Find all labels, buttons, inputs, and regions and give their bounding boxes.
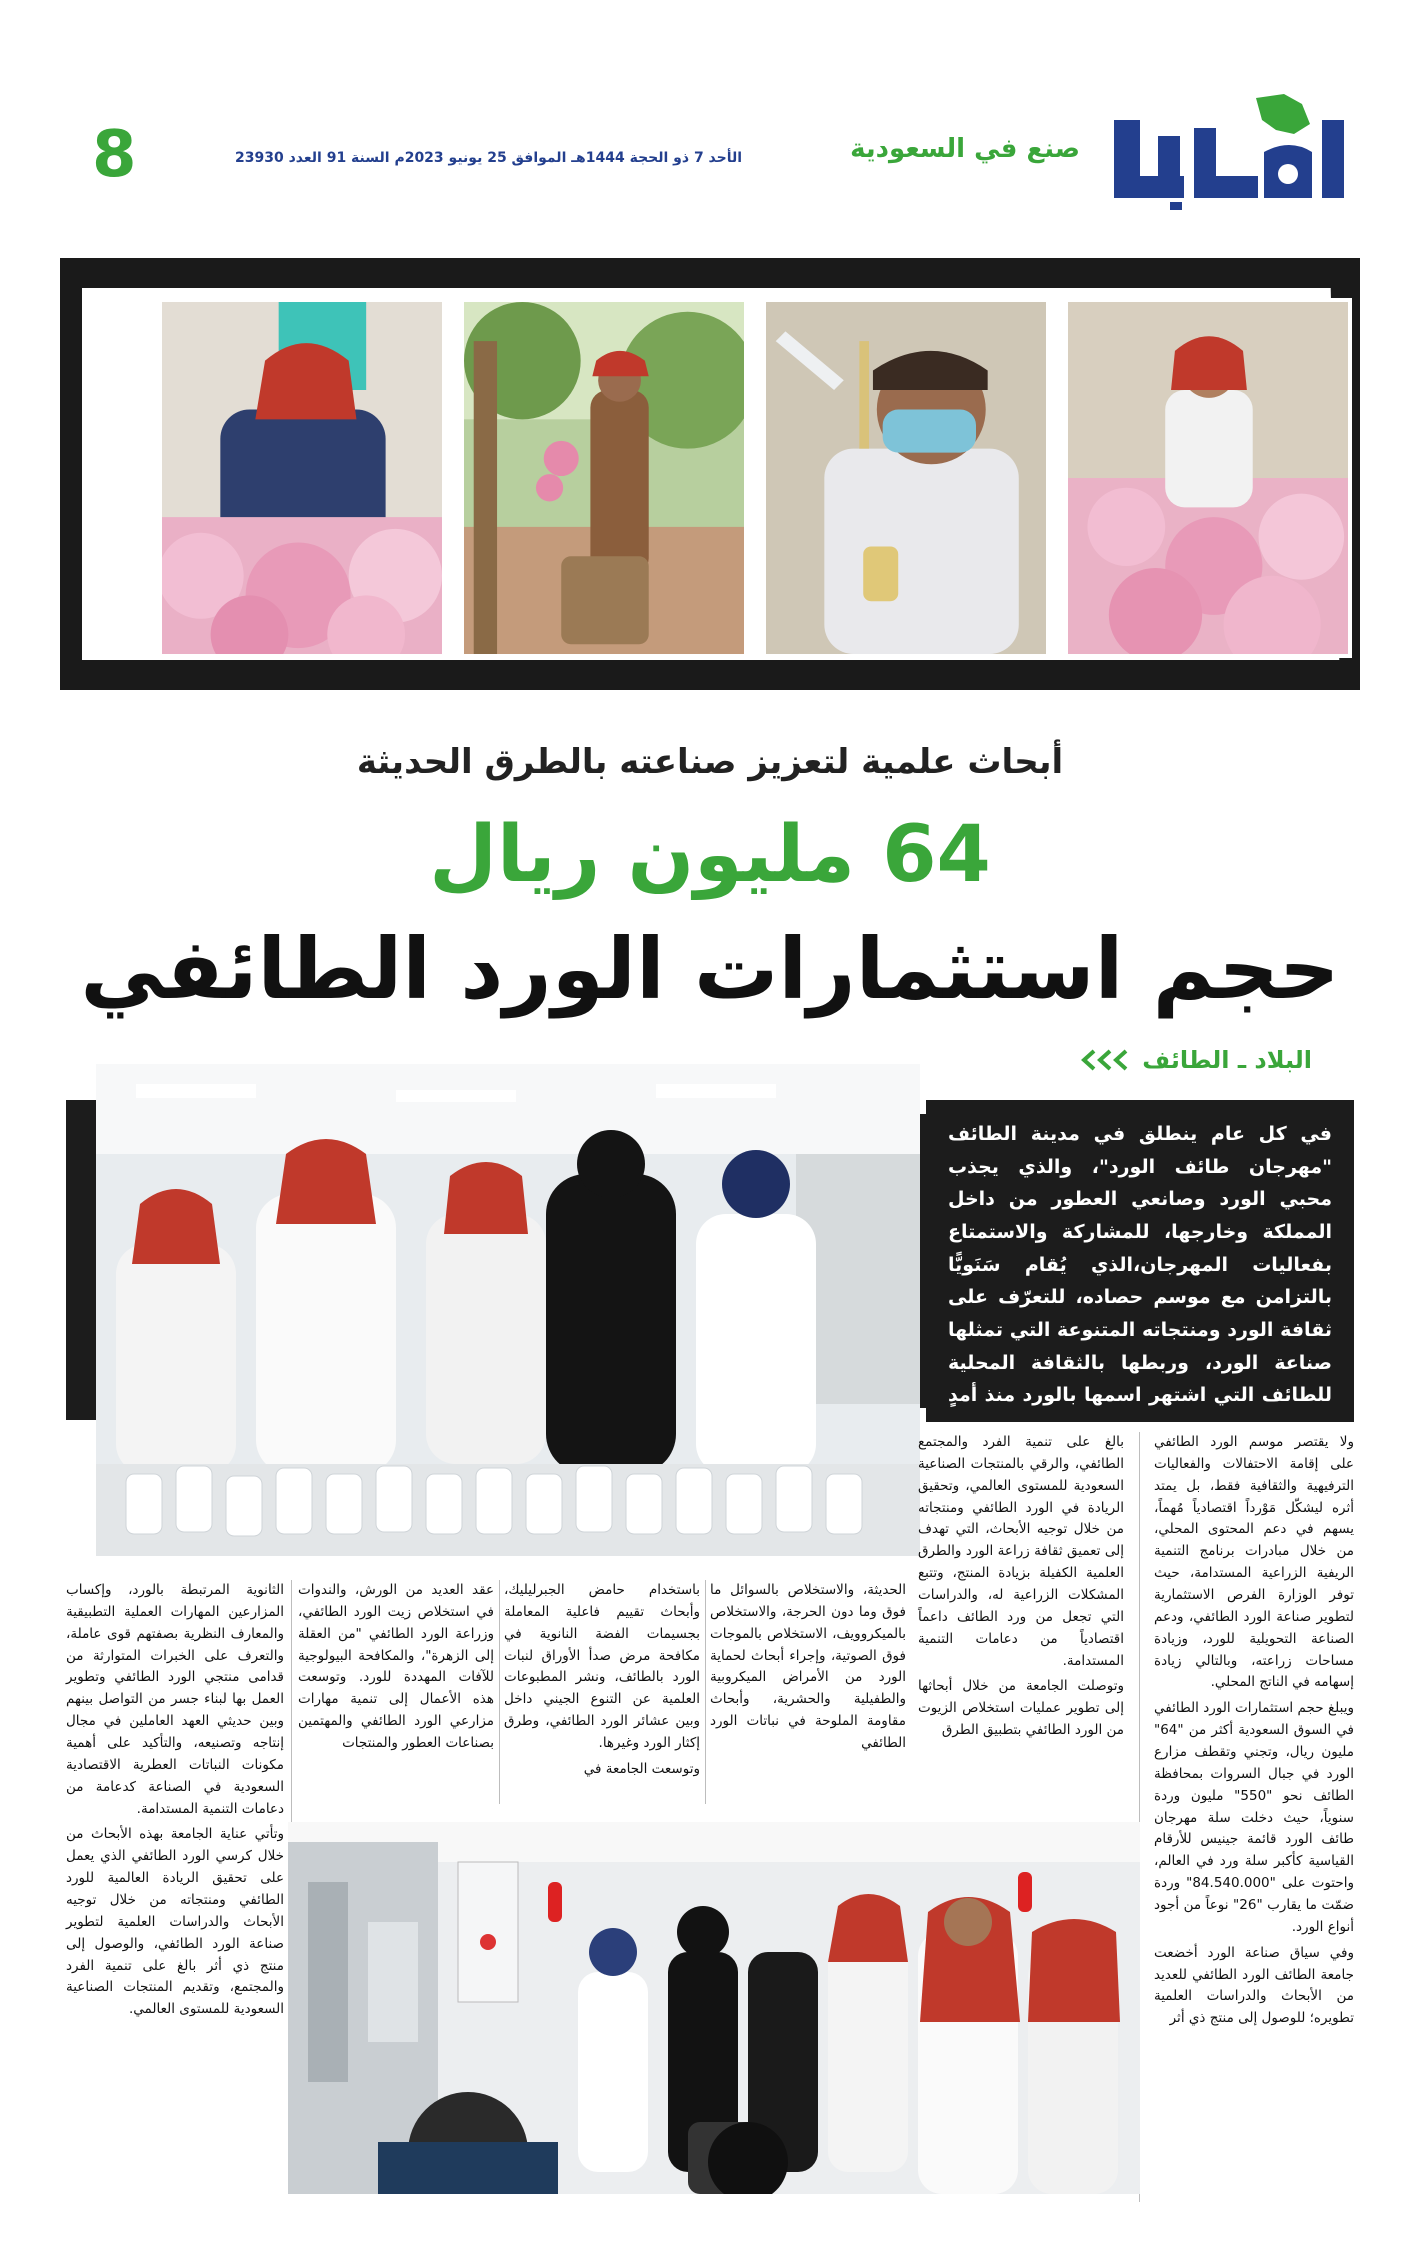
paragraph: ويبلغ حجم استثمارات الورد الطائفي في السوق السعودية أكثر من "64" مليون ريال، وتجني وتقطف مزارع الورد في جبال السروات بمحافظة الطائف نحو "550" مليون وردة سنوياً، حيث دخلت سلة مهرجان طائف الورد قائمة جينيس للأرقام القياسية كأكبر سلة ورد في العالم، واحتوت على "84.540.000" وردة ضمّت ما يقارب "26" نوعاً من أجود أنواع الورد. xyxy=(1154,1700,1354,1935)
masthead xyxy=(0,70,1420,220)
paragraph: باستخدام حامض الجبرليليك، وأبحاث تقييم فاعلية المعاملة بجسيمات الفضة النانوية في مكافحة مرض صدأ الأوراق لنبات الورد بالطائف، ونشر المطبوعات العلمية عن التنوع الجيني داخل وبين عشائر الورد الطائفي، وطرق إكثار الورد وغيرها. xyxy=(504,1582,700,1752)
article-column-5 xyxy=(298,1580,494,1804)
paragraph: وتوسعت الجامعة في xyxy=(583,1760,700,1777)
section-name: صنع في السعودية xyxy=(850,134,1080,164)
lab-technician-icon xyxy=(766,302,1046,654)
article-column-2 xyxy=(918,1432,1124,1808)
chevrons-icon xyxy=(1076,1049,1132,1071)
rose-farmer-photo[interactable] xyxy=(460,298,748,658)
headline-main: حجم استثمارات الورد الطائفي xyxy=(80,920,1340,1018)
factory-visit-photo[interactable] xyxy=(288,1822,1140,2194)
rose-harvester-icon xyxy=(1068,302,1348,654)
page-number: 8 xyxy=(92,118,137,192)
article-column-4 xyxy=(504,1580,700,1804)
paragraph: ولا يقتصر موسم الورد الطائفي على إقامة الاحتفالات والفعاليات الترفيهية والثقافية فقط، بل يمتد أثره ليشكّل مَوْرداً اقتصادياً مُهماً، يسهم في دعم المحتوى المحلي، من خلال مبادرات برنامج التنمية الريفية الزراعية المستدامة، حيث توفر الوزارة الفرص الاستثمارية لتطوير صناعة الورد الطائفي، ودعم الصناعة التحويلية للورد، وزيادة مساحات زراعته، وبالتالي زيادة إسهامه في الناتج المحلي. xyxy=(1154,1434,1354,1691)
rose-seller-icon xyxy=(162,302,442,654)
lab-visit-icon xyxy=(96,1064,920,1556)
paragraph: عقد العديد من الورش، والندوات في استخلاص زيت الورد الطائفي، وزراعة الورد الطائفي "من العقلة إلى الزهرة"، والمكافحة البيولوجية للآفات المهددة للورد. وتوسعت هذه الأعمال إلى تنمية مهارات مزارعي الورد الطائفي والمهتمين بصناعات العطور والمنتجات xyxy=(298,1582,494,1752)
rose-harvester-photo[interactable] xyxy=(1064,298,1352,658)
paragraph: الحديثة، والاستخلاص بالسوائل ما فوق وما دون الحرجة، والاستخلاص بالميكروويف، الاستخلاص بالموجات فوق الصوتية، وإجراء أبحاث لحماية الورد من الأمراض الميكروبية والطفيلية والحشرية، وأبحاث مقاومة الملوحة في نباتات الورد الطائفي xyxy=(710,1582,906,1752)
column-divider xyxy=(705,1580,706,1804)
newspaper-logo[interactable] xyxy=(1106,90,1356,210)
headline-main-figure: 64 مليون ريال xyxy=(429,810,991,900)
photo-strip xyxy=(60,258,1360,690)
rose-farmer-icon xyxy=(464,302,744,654)
lead-paragraph-box xyxy=(926,1100,1354,1440)
paragraph: الثانوية المرتبطة بالورد، وإكساب المزارعين المهارات العملية التطبيقية والمعارف النظرية بصفتهم قوى عاملة، والتعرف على الخبرات المتوارثة من قدامى منتجي الورد الطائفي وتطوير العمل بها لبناء جسر من التواصل بينهم وبين حديثي العهد العاملين في مجال إنتاجه وتصنيعه، والتأكيد على أهمية مكونات النباتات العطرية الاقتصادية السعودية في الصناعة كدعامة من دعامات التنمية المستدامة. xyxy=(66,1582,284,1817)
factory-visit-icon xyxy=(288,1822,1140,2194)
paragraph: بالغ على تنمية الفرد والمجتمع الطائفي، والرقي بالمنتجات الصناعية السعودية للمستوى العالمي، وتحقيق الريادة في الورد الطائفي ومنتجاته من خلال توجيه الأبحاث، التي تهدف إلى تعميق ثقافة زراعة الورد والطرق العلمية الكفيلة بزيادة المنتج، وتتبع المشكلات الزراعية له، والدراسات التي تجعل من ورد الطائف داعماً اقتصادياً من دعامات التنمية المستدامة. xyxy=(918,1434,1124,1669)
issue-date-line: الأحد 7 ذو الحجة 1444هـ الموافق 25 يونيو 2023م السنة 91 العدد 23930 xyxy=(235,150,743,166)
decorative-bar xyxy=(66,1100,98,1420)
albilad-logo-icon xyxy=(1106,90,1356,210)
headline-kicker: أبحاث علمية لتعزيز صناعته بالطرق الحديثة xyxy=(356,742,1064,782)
byline xyxy=(1076,1046,1312,1074)
paragraph: وفي سياق صناعة الورد أخضعت جامعة الطائف الورد الطائفي للعديد من الأبحاث والدراسات العلمية تطويره؛ للوصول إلى منتج ذي أثر xyxy=(1154,1944,1354,2027)
lab-visit-photo[interactable] xyxy=(96,1064,920,1556)
paragraph: وتوصلت الجامعة من خلال أبحاثها إلى تطوير عمليات استخلاص الزيوت من الورد الطائفي بتطبيق الطرق xyxy=(918,1678,1124,1739)
article-column-3 xyxy=(710,1580,906,1804)
lead-paragraph: في كل عام ينطلق في مدينة الطائف "مهرجان طائف الورد"، والذي يجذب محبي الورد وصانعي العطور من داخل المملكة وخارجها، للمشاركة والاستمتاع بفعاليات المهرجان،الذي يُقام سَنَويًّا بالتزامن مع موسم حصاده، للتعرّف على ثقافة الورد ومنتجاته المتنوعة التي تمثلها صناعة الورد، وربطها بالثقافة المحلية للطائف التي اشتهر اسمها بالورد منذ أمدٍ بعيد. xyxy=(948,1123,1332,1440)
article-column-6 xyxy=(66,1580,284,2194)
column-divider xyxy=(499,1580,500,1804)
paragraph: وتأتي عناية الجامعة بهذه الأبحاث من خلال كرسي الورد الطائفي الذي يعمل على تحقيق الريادة العالمية للورد الطائفي ومنتجاته من خلال توجيه الأبحاث والدراسات العلمية لتطوير صناعة الورد الطائفي، والوصول إلى منتج ذي أثر بالغ على تنمية الفرد والمجتمع، وتقديم المنتجات الصناعية السعودية للمستوى العالمي. xyxy=(66,1826,284,2018)
article-column-1 xyxy=(1154,1432,1354,2202)
byline-text: البلاد ـ الطائف xyxy=(1142,1046,1312,1074)
lab-technician-photo[interactable] xyxy=(762,298,1050,658)
rose-seller-photo[interactable] xyxy=(158,298,446,658)
